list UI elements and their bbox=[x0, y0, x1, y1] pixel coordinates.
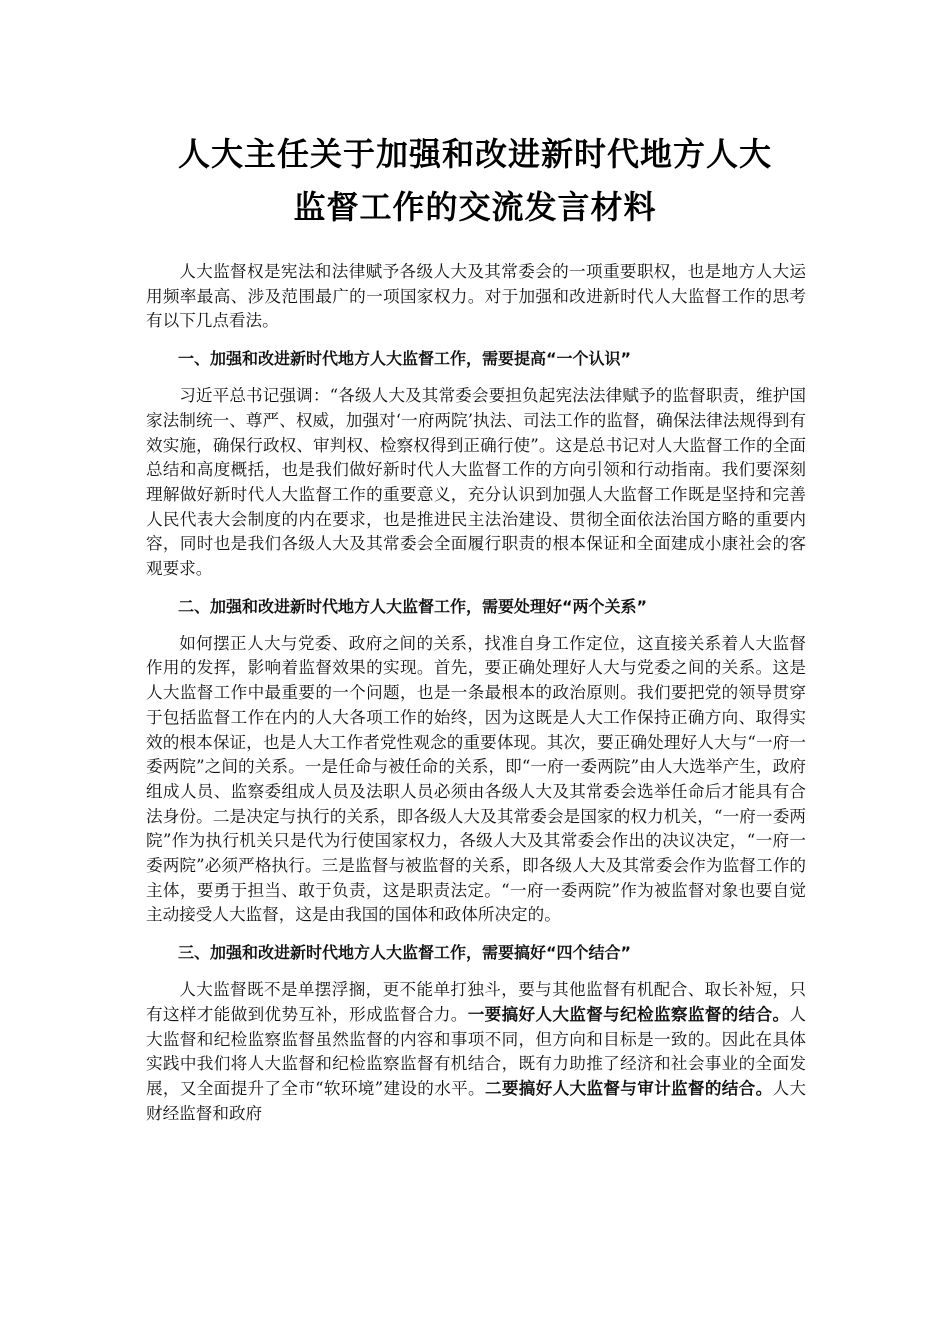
section-1-paragraph: 习近平总书记强调：“各级人大及其常委会要担负起宪法法律赋予的监督职责，维护国家法制统一、尊严、权威，加强对‘一府两院’执法、司法工作的监督，确保法律法规得到有效实施，确保行政权、审判权、检察权得到正确行使”。这是总书记对人大监督工作的全面总结和高度概括，也是我们做好新时代人大监督工作的方向引领和行动指南。我们要深刻理解做好新时代人大监督工作的重要意义，充分认识到加强人大监督工作既是坚持和完善人民代表大会制度的内在要求，也是推进民主法治建设、贯彻全面依法治国方略的重要内容，同时也是我们各级人大及其常委会全面履行职责的根本保证和全面建成小康社会的客观要求。 bbox=[146, 386, 806, 579]
title-line-1: 人大主任关于加强和改进新时代地方人大 bbox=[177, 135, 772, 173]
section-3-heading: 三、加强和改进新时代地方人大监督工作，需要搞好“四个结合” bbox=[178, 943, 632, 963]
section-1-heading: 一、加强和改进新时代地方人大监督工作，需要提高“一个认识” bbox=[178, 349, 632, 369]
section-2-heading: 二、加强和改进新时代地方人大监督工作，需要处理好“两个关系” bbox=[178, 596, 648, 616]
title-line-2: 监督工作的交流发言材料 bbox=[293, 188, 657, 226]
intro-paragraph: 人大监督权是宪法和法律赋予各级人大及其常委会的一项重要职权，也是地方人大运用频率最高、涉及范围最广的一项国家权力。对于加强和改进新时代人大监督工作的思考有以下几点看法。 bbox=[146, 262, 806, 331]
section-3-bold-1: 一要搞好人大监督与纪检监察监督的结合。 bbox=[467, 1004, 790, 1024]
section-3-text-1: 人大监督既不是单摆浮搁，更不能单打独斗，要与其他监督有机配合、取长补短，只有这样才能做到优势互补，形成监督合力。 bbox=[146, 980, 806, 1024]
section-3-text-3: 人大财经监督和政府 bbox=[146, 1078, 807, 1123]
section-2-paragraph: 如何摆正人大与党委、政府之间的关系，找准自身工作定位，这直接关系着人大监督作用的发挥，影响着监督效果的实现。首先，要正确处理好人大与党委之间的关系。这是人大监督工作中最重要的一个问题，也是一条最根本的政治原则。我们要把党的领导贯穿于包括监督工作在内的人大各项工作的始终，因为这既是人大工作保持正确方向、取得实效的根本保证，也是人大工作者党性观念的重要体现。其次，要正确处理好人大与“一府一委两院”之间的关系。一是任命与被任命的关系，即“一府一委两院”由人大选举产生，政府组成人员、监察委组成人员及法职人员必须由各级人大及其常委会选举任命后才能具有合法身份。二是决定与执行的关系，即各级人大及其常委会是国家的权力机关，“一府一委两院”作为执行机关只是代为行使国家权力，各级人大及其常委会作出的决议决定，“一府一委两院”必须严格执行。三是监督与被监督的关系，即各级人大及其常委会作为监督工作的主体，要勇于担当、敢于负责，这是职责法定。“一府一委两院”作为被监督对象也要自觉主动接受人大监督，这是由我国的国体和政体所决定的。 bbox=[146, 633, 806, 925]
document-title bbox=[120, 128, 830, 234]
section-3-text-2: 人大监督和纪检监察监督虽然监督的内容和事项不同，但方向和目标是一致的。因此在具体实践中我们将人大监督和纪检监察监督有机结合，既有力助推了经济和社会事业的全面发展，又全面提升了全市“软环境”建设的水平。 bbox=[146, 1004, 806, 1098]
section-3-paragraph bbox=[146, 978, 806, 1126]
section-3-bold-2: 二要搞好人大监督与审计监督的结合。 bbox=[484, 1078, 773, 1098]
document-body bbox=[146, 260, 806, 1126]
